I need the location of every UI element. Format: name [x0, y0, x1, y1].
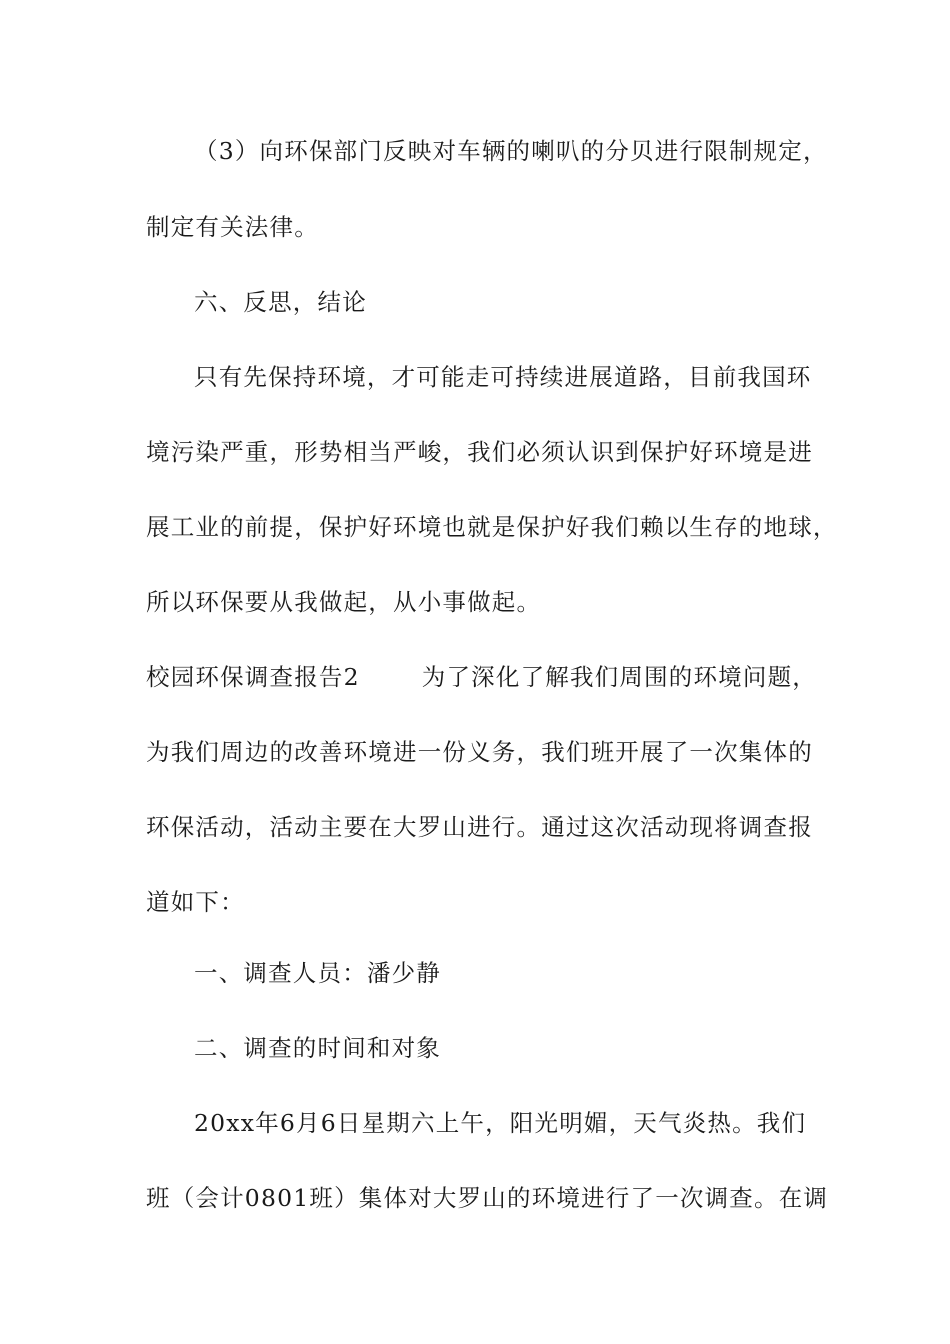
paragraph-line: 为我们周边的改善环境进一份义务，我们班开展了一次集体的 [146, 738, 813, 766]
paragraph-line: 所以环保要从我做起，从小事做起。 [146, 588, 542, 616]
paragraph-line: 制定有关法律。 [146, 213, 319, 241]
report-title-line [146, 662, 817, 692]
paragraph-line: 环保活动，活动主要在大罗山进行。通过这次活动现将调查报 [146, 813, 813, 841]
paragraph-line: 展工业的前提，保护好环境也就是保护好我们赖以生存的地球， [146, 513, 838, 541]
paragraph-line: （3）向环保部门反映对车辆的喇叭的分贝进行限制规定， [194, 137, 828, 165]
section-heading: 二、调查的时间和对象 [194, 1034, 441, 1062]
report-title: 校园环保调查报告2 [146, 663, 360, 691]
paragraph-line: 20xx年6月6日星期六上午，阳光明媚，天气炎热。我们 [194, 1109, 807, 1137]
section-heading: 一、调查人员：潘少静 [194, 959, 441, 987]
paragraph-line: 境污染严重，形势相当严峻，我们必须认识到保护好环境是进 [146, 438, 813, 466]
paragraph-line: 道如下： [146, 888, 245, 916]
paragraph-line: 班（会计0801班）集体对大罗山的环境进行了一次调查。在调 [146, 1184, 829, 1212]
paragraph-text: 为了深化了解我们周围的环境问题， [421, 663, 817, 691]
paragraph-line: 只有先保持环境，才可能走可持续进展道路，目前我国环 [194, 363, 812, 391]
section-heading: 六、反思，结论 [194, 288, 367, 316]
